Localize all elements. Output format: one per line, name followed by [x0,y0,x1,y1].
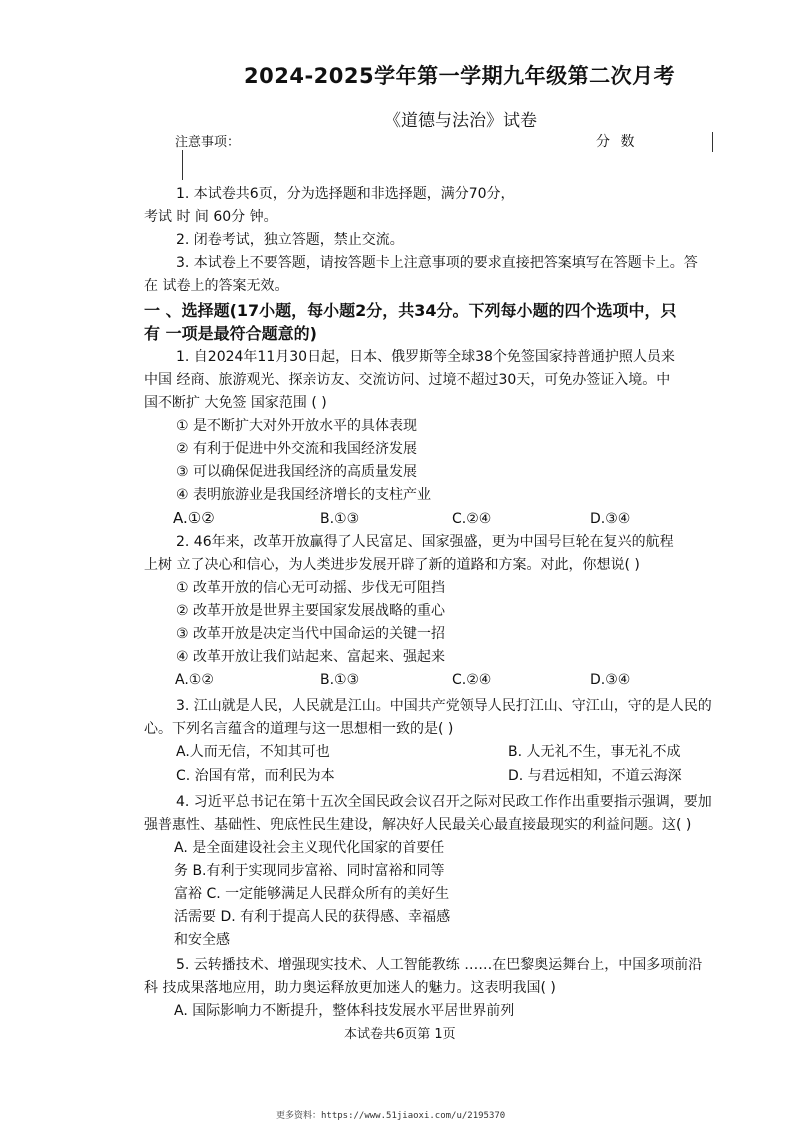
question-2-option-b: B.①③ [320,672,360,688]
question-4-options-line: 和安全感 [174,932,230,948]
notice-line: 考试 时 间 60分 钟。 [144,209,278,225]
question-3-option-a: A.人而无信，不知其可也 [176,744,330,760]
question-3-stem: 3. 江山就是人民，人民就是江山。中国共产党领导人民打江山、守江山，守的是人民的 [176,698,712,714]
question-4-options-line: 富裕 C. 一定能够满足人民群众所有的美好生 [174,886,450,902]
question-2-option-c: C.②④ [452,672,492,688]
notice-line: 2. 闭卷考试，独立答题，禁止交流。 [176,232,404,248]
question-2-item: ① 改革开放的信心无可动摇、步伐无可阻挡 [176,580,445,596]
question-1-option-a: A.①② [173,509,215,527]
question-3-option-c: C. 治国有常，而利民为本 [176,768,335,784]
exam-subtitle: 《道德与法治》试卷 [384,111,537,131]
question-2-item: ② 改革开放是世界主要国家发展战略的重心 [176,603,445,619]
question-2-item: ④ 改革开放让我们站起来、富起来、强起来 [176,649,445,665]
question-2-option-a: A.①② [175,672,214,688]
question-3-option-d: D. 与君远相知，不道云海深 [508,768,682,784]
question-1-item: ② 有利于促进中外交流和我国经济发展 [176,441,417,457]
question-1-option-c: C.②④ [452,511,492,527]
question-2-option-d: D.③④ [590,672,631,688]
question-1-stem: 国不断扩 大免签 国家范围 ( ) [144,395,327,411]
question-4-stem: 4. 习近平总书记在第十五次全国民政会议召开之际对民政工作作出重要指示强调，要加 [176,794,712,810]
question-4-stem: 强普惠性、基础性、兜底性民生建设，解决好人民最关心最直接最现实的利益问题。这( ) [144,817,692,833]
question-5-stem: 5. 云转播技术、增强现实技术、人工智能教练 ……在巴黎奥运舞台上，中国多项前沿 [176,957,703,973]
notice-line: 1. 本试卷共6页，分为选择题和非选择题，满分70分， [176,186,515,202]
question-1-option-b: B.①③ [320,511,360,527]
question-4-options-line: A. 是全面建设社会主义现代化国家的首要任 [174,840,445,856]
question-4-options-line: 务 B.有利于实现同步富裕、同时富裕和同等 [174,863,445,879]
question-1-item: ① 是不断扩大对外开放水平的具体表现 [176,418,417,434]
question-5-option-a: A. 国际影响力不断提升，整体科技发展水平居世界前列 [174,1003,515,1019]
notice-divider [182,150,183,180]
question-1-stem: 1. 自2024年11月30日起，日本、俄罗斯等全球38个免签国家持普通护照人员来 [176,349,675,365]
question-2-stem: 2. 46年来，改革开放赢得了人民富足、国家强盛，更为中国号巨轮在复兴的航程 [176,534,674,550]
section-heading: 一 、选择题(17小题，每小题2分，共34分。下列每小题的四个选项中，只 [144,301,677,320]
question-2-item: ③ 改革开放是决定当代中国命运的关键一招 [176,626,445,642]
question-4-options-line: 活需要 D. 有利于提高人民的获得感、幸福感 [174,909,451,925]
score-label: 分 数 [596,134,638,150]
notice-label: 注意事项： [175,135,241,150]
notice-line: 3. 本试卷上不要答题，请按答题卡上注意事项的要求直接把答案填写在答题卡上。答 [176,255,698,271]
question-3-option-b: B. 人无礼不生，事无礼不成 [508,744,681,760]
page-number: 本试卷共6页第 1页 [344,1027,456,1042]
score-divider [712,132,713,152]
question-2-stem: 上树 立了决心和信心，为人类进步发展开辟了新的道路和方案。对此，你想说( ) [144,557,640,573]
section-heading: 有 一项是最符合题意的) [144,324,317,343]
question-3-stem: 心。下列名言蕴含的道理与这一思想相一致的是( ) [144,721,454,737]
source-link[interactable]: 更多资料：https://www.51jiaoxi.com/u/2195370 [276,1111,506,1121]
question-1-option-d: D.③④ [590,511,631,527]
question-1-item: ③ 可以确保促进我国经济的高质量发展 [176,464,417,480]
question-5-stem: 科 技成果落地应用，助力奥运释放更加迷人的魅力。这表明我国( ) [144,980,556,996]
question-1-stem: 中国 经商、旅游观光、探亲访友、交流访问、过境不超过30天，可免办签证入境。中 [144,372,671,388]
question-1-item: ④ 表明旅游业是我国经济增长的支柱产业 [176,487,431,503]
notice-line: 在 试卷上的答案无效。 [144,278,289,294]
exam-title: 2024-2025学年第一学期九年级第二次月考 [244,64,676,88]
